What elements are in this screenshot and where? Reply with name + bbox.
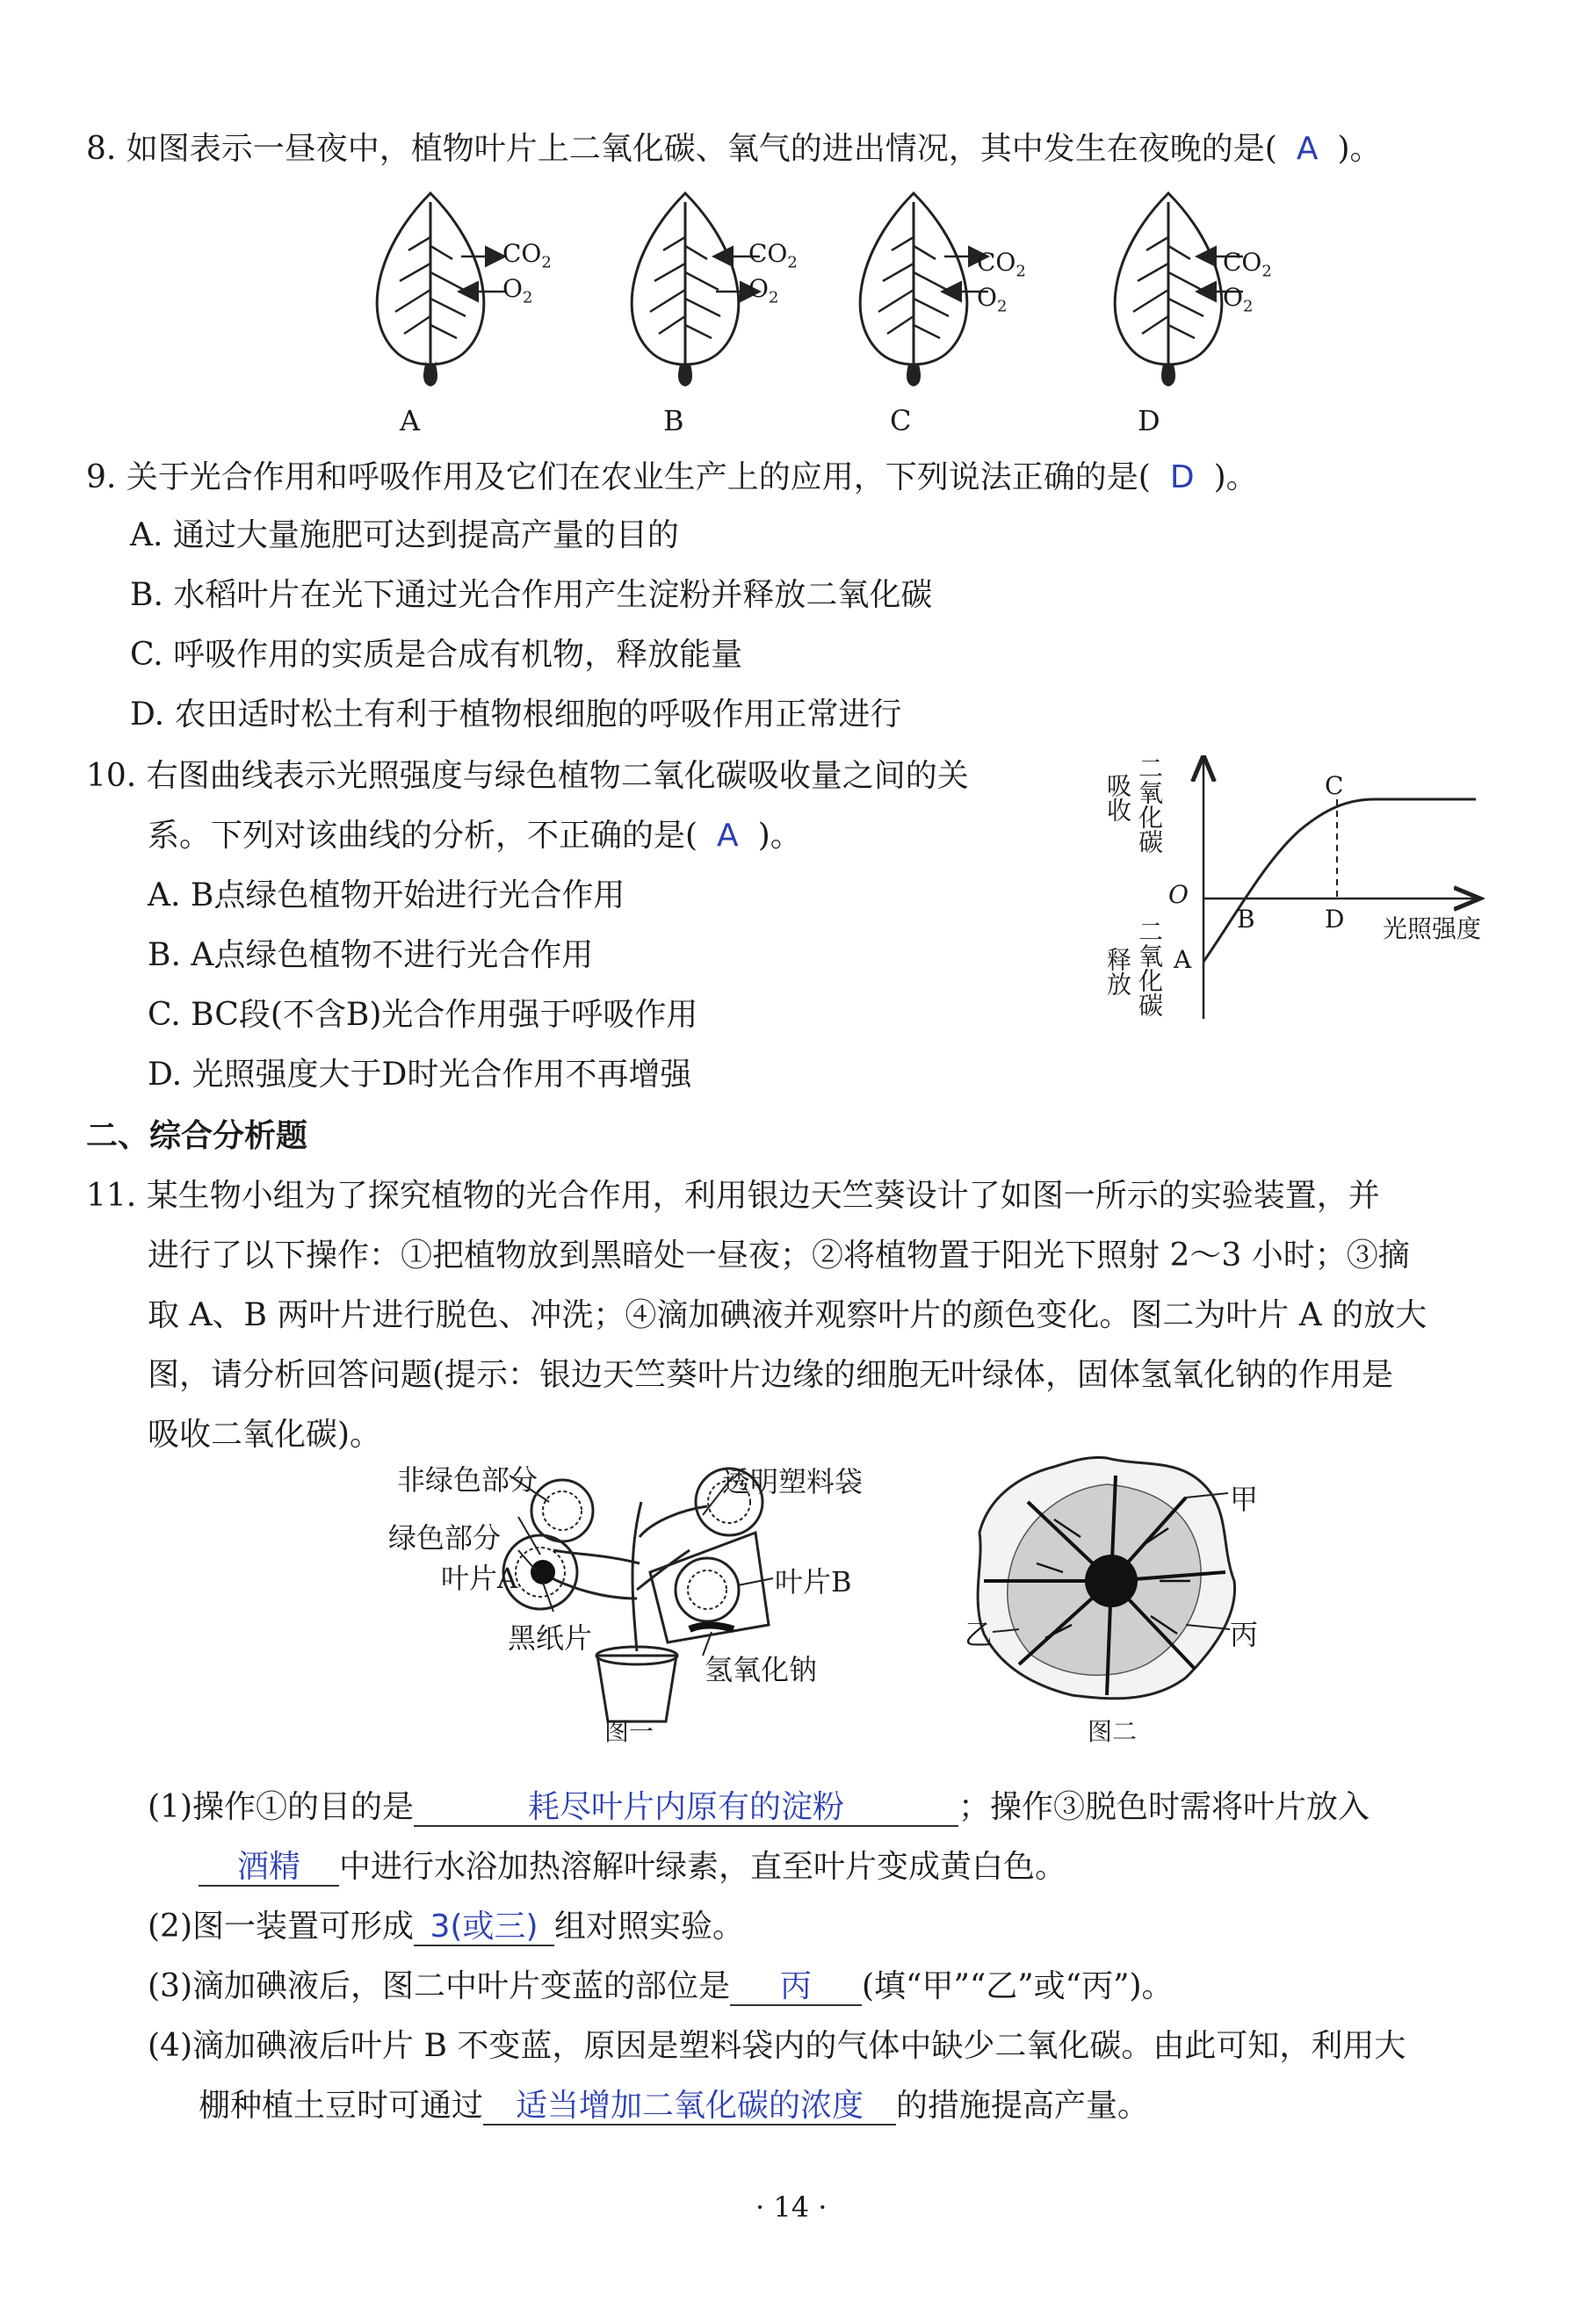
leaf-a-co2-label: $CO_2$ — [502, 239, 552, 272]
graph-y-up-label-1: 吸收 — [1103, 773, 1132, 822]
q11-s4-line2 — [199, 2087, 1149, 2126]
fig2-caption: 图二 — [1088, 1717, 1138, 1746]
page-number: · 14 · — [755, 2190, 828, 2224]
naoh-pellets — [690, 1625, 734, 1629]
graph-y-down-label-2: 二氧化碳 — [1135, 919, 1164, 1017]
fig1-non-green-label: 非绿色部分 — [397, 1463, 538, 1497]
q8-stem-text: 8. 如图表示一昼夜中，植物叶片上二氧化碳、氧气的进出情况，其中发生在夜晚的是( — [86, 131, 1277, 167]
leaf-label-d: D — [1138, 404, 1160, 437]
q10-option-b: B. A点绿色植物不进行光合作用 — [148, 937, 594, 973]
fig2-yi-label: 乙 — [965, 1618, 994, 1651]
leaf-c — [860, 193, 988, 386]
q11-s2-text-a: (2)图一装置可形成 — [148, 1909, 414, 1945]
q11-s2-text-b: 组对照实验。 — [554, 1909, 745, 1945]
leaf-d-o2-label: $O_2$ — [1223, 283, 1254, 316]
leaf-a-o2-label: $O_2$ — [502, 274, 533, 307]
q9-answer: D — [1169, 459, 1195, 495]
leaf-label-b: B — [663, 404, 684, 437]
graph-point-d: D — [1325, 905, 1345, 934]
q8-tail: )。 — [1337, 131, 1382, 167]
q10-stem2-text: 系。下列对该曲线的分析，不正确的是( — [148, 818, 698, 854]
leaf-label-c: C — [890, 404, 912, 437]
graph-x-label: 光照强度 — [1383, 914, 1482, 943]
graph-point-a: A — [1174, 945, 1192, 974]
q11-s1-answer2: 酒精 — [199, 1850, 339, 1887]
fig1-leaf-b-label: 叶片B — [775, 1565, 852, 1599]
fig2-bing-label: 丙 — [1230, 1618, 1259, 1651]
q11-s1-line1 — [148, 1788, 1370, 1827]
q11-s3-text-a: (3)滴加碘液后，图二中叶片变蓝的部位是 — [148, 1968, 730, 2004]
fig1-caption: 图一 — [604, 1717, 654, 1746]
q11-s4-line1: (4)滴加碘液后叶片 B 不变蓝，原因是塑料袋内的气体中缺少二氧化碳。由此可知，利用大 — [148, 2028, 1406, 2064]
black-paper-spot — [531, 1560, 555, 1584]
q11-line5: 吸收二氧化碳)。 — [148, 1417, 382, 1453]
q10-answer: A — [717, 818, 739, 854]
q9-stem — [86, 458, 1258, 497]
leaf-label-a: A — [400, 404, 421, 437]
q10-option-c: C. BC段(不含B)光合作用强于呼吸作用 — [148, 997, 698, 1033]
q11-line2: 进行了以下操作：①把植物放到黑暗处一昼夜；②将植物置于阳光下照射 2～3 小时；③摘 — [148, 1238, 1410, 1274]
fig1-bag-label: 透明塑料袋 — [722, 1465, 864, 1498]
leaf-d-co2-label: $CO_2$ — [1223, 248, 1272, 281]
fig1-leaf-a-label: 叶片A — [441, 1562, 518, 1595]
leaf-c-o2-label: $O_2$ — [977, 283, 1008, 316]
q11-s1-answer1: 耗尽叶片内原有的淀粉 — [414, 1790, 958, 1827]
fig1-naoh-label: 氢氧化钠 — [705, 1653, 818, 1686]
q10-stem-line1: 10. 右图曲线表示光照强度与绿色植物二氧化碳吸收量之间的关 — [86, 758, 969, 794]
q11-s1-text-b: ；操作③脱色时需将叶片放入 — [958, 1789, 1370, 1825]
q9-option-d: D. 农田适时松土有利于植物根细胞的呼吸作用正常进行 — [130, 696, 902, 733]
q10-tail: )。 — [757, 818, 802, 854]
leaf-b — [632, 193, 760, 386]
q11-line3: 取 A、B 两叶片进行脱色、冲洗；④滴加碘液并观察叶片的颜色变化。图二为叶片 A 的放大 — [148, 1297, 1427, 1333]
q9-stem-text: 9. 关于光合作用和呼吸作用及它们在农业生产上的应用，下列说法正确的是( — [86, 459, 1151, 495]
q8-stem — [86, 130, 1382, 169]
q9-option-c: C. 呼吸作用的实质是合成有机物，释放能量 — [130, 637, 743, 673]
leaf-c-co2-label: $CO_2$ — [977, 248, 1026, 281]
q11-s4-answer: 适当增加二氧化碳的浓度 — [483, 2089, 896, 2126]
fig1-green-label: 绿色部分 — [388, 1521, 502, 1555]
q11-s1-text-c: 中进行水浴加热溶解叶绿素，直至叶片变成黄白色。 — [339, 1849, 1067, 1885]
q11-line1: 11. 某生物小组为了探究植物的光合作用，利用银边天竺葵设计了如图一所示的实验装置，并 — [86, 1178, 1380, 1214]
q11-s1-text-a: (1)操作①的目的是 — [148, 1789, 414, 1825]
q10-stem-line2 — [148, 817, 802, 855]
graph-point-b: B — [1237, 905, 1255, 934]
graph-y-down-label-1: 释放 — [1103, 947, 1132, 996]
leaf-a — [377, 193, 505, 386]
q8-leaf-figures — [334, 184, 1344, 448]
q11-s3-text-b: (填“甲”“乙”或“丙”)。 — [862, 1968, 1174, 2004]
q11-s2-line — [148, 1908, 744, 1946]
q11-s4-text-b: 棚种植土豆时可通过 — [199, 2088, 484, 2124]
section2-title: 二、综合分析题 — [86, 1118, 308, 1154]
graph-origin: O — [1168, 880, 1189, 909]
fig2-leaf-diagram — [966, 1449, 1247, 1713]
graph-y-up-label-2: 二氧化碳 — [1135, 755, 1164, 854]
q9-tail: )。 — [1213, 459, 1258, 495]
q8-answer: A — [1296, 131, 1319, 167]
q11-s2-answer: 3(或三) — [414, 1909, 554, 1946]
q10-option-d: D. 光照强度大于D时光合作用不再增强 — [148, 1057, 692, 1093]
leaf-b-shape — [676, 1558, 739, 1621]
graph-point-c: C — [1325, 771, 1344, 800]
q10-option-a: A. B点绿色植物开始进行光合作用 — [148, 877, 625, 913]
q11-s1-line2 — [199, 1848, 1066, 1887]
q11-s4-text-c: 的措施提高产量。 — [896, 2088, 1150, 2124]
leaf-b-co2-label: $CO_2$ — [748, 239, 798, 272]
q11-s3-answer: 丙 — [730, 1969, 862, 2006]
leaf-b-o2-label: $O_2$ — [748, 274, 779, 307]
q11-s3-line — [148, 1967, 1174, 2006]
q11-line4: 图，请分析回答问题(提示：银边天竺葵叶片边缘的细胞无叶绿体，固体氢氧化钠的作用是 — [148, 1357, 1394, 1393]
fig1-black-paper-label: 黑纸片 — [508, 1621, 593, 1655]
fig2-jia-label: 甲 — [1230, 1483, 1259, 1516]
q9-option-a: A. 通过大量施肥可达到提高产量的目的 — [130, 517, 679, 553]
q9-option-b: B. 水稻叶片在光下通过光合作用产生淀粉并释放二氧化碳 — [130, 577, 933, 613]
